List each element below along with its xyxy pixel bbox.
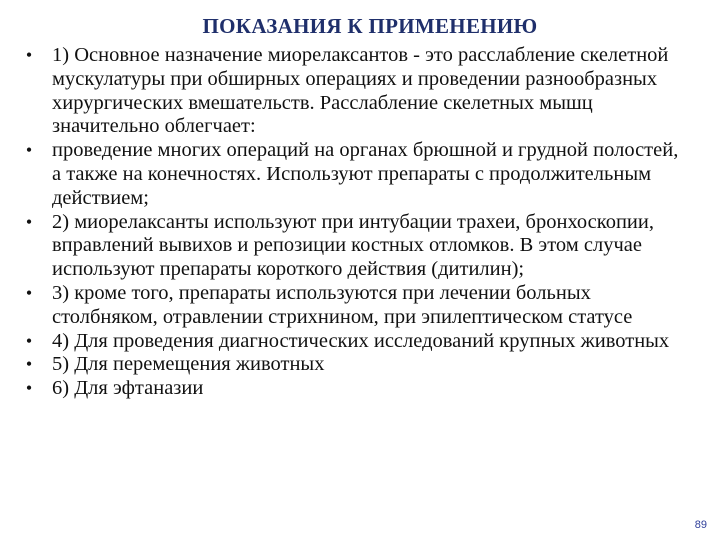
list-item: [22, 44, 692, 139]
bullet-text: 5) Для перемещения животных: [52, 353, 325, 376]
bullet-text: 2) миорелаксанты используют при интубации трахеи, бронхоскопии, вправлений вывихов и репозиции костных отломков. В этом случае используют препараты короткого действия (дитилин);: [52, 210, 654, 281]
bullet-icon: •: [25, 354, 33, 375]
list-item: [22, 353, 692, 377]
bullet-icon: •: [25, 282, 33, 303]
bullet-text: 1) Основное назначение миорелаксантов - это расслабление скелетной мускулатуры при обширных операциях и проведении разнообразных хирургических вмешательств. Расслабление скелетных мышц значительно облегчает:: [52, 44, 669, 138]
list-item: [22, 282, 692, 330]
list-item: [22, 330, 692, 354]
slide-title: ПОКАЗАНИЯ К ПРИМЕНЕНИЮ: [202, 14, 538, 38]
list-item: [22, 211, 692, 282]
bullet-icon: •: [25, 330, 33, 351]
list-item: [22, 377, 692, 401]
bullet-icon: •: [25, 211, 33, 232]
bullet-text: 3) кроме того, препараты используются при лечении больных столбняком, отравлении стрихнином, при эпилептическом статусе: [52, 281, 633, 328]
list-item: [22, 139, 692, 210]
bullet-list: [22, 44, 692, 401]
page-number: 89: [694, 519, 707, 531]
bullet-text: 6) Для эфтаназии: [52, 377, 204, 400]
bullet-text: проведение многих операций на органах брюшной и грудной полостей, а также на конечностях. Используют препараты с продолжительным действием;: [52, 139, 679, 209]
bullet-text: 4) Для проведения диагностических исследований крупных животных: [52, 329, 670, 352]
bullet-icon: •: [25, 45, 33, 65]
bullet-icon: •: [25, 378, 33, 399]
bullet-icon: •: [25, 140, 33, 161]
